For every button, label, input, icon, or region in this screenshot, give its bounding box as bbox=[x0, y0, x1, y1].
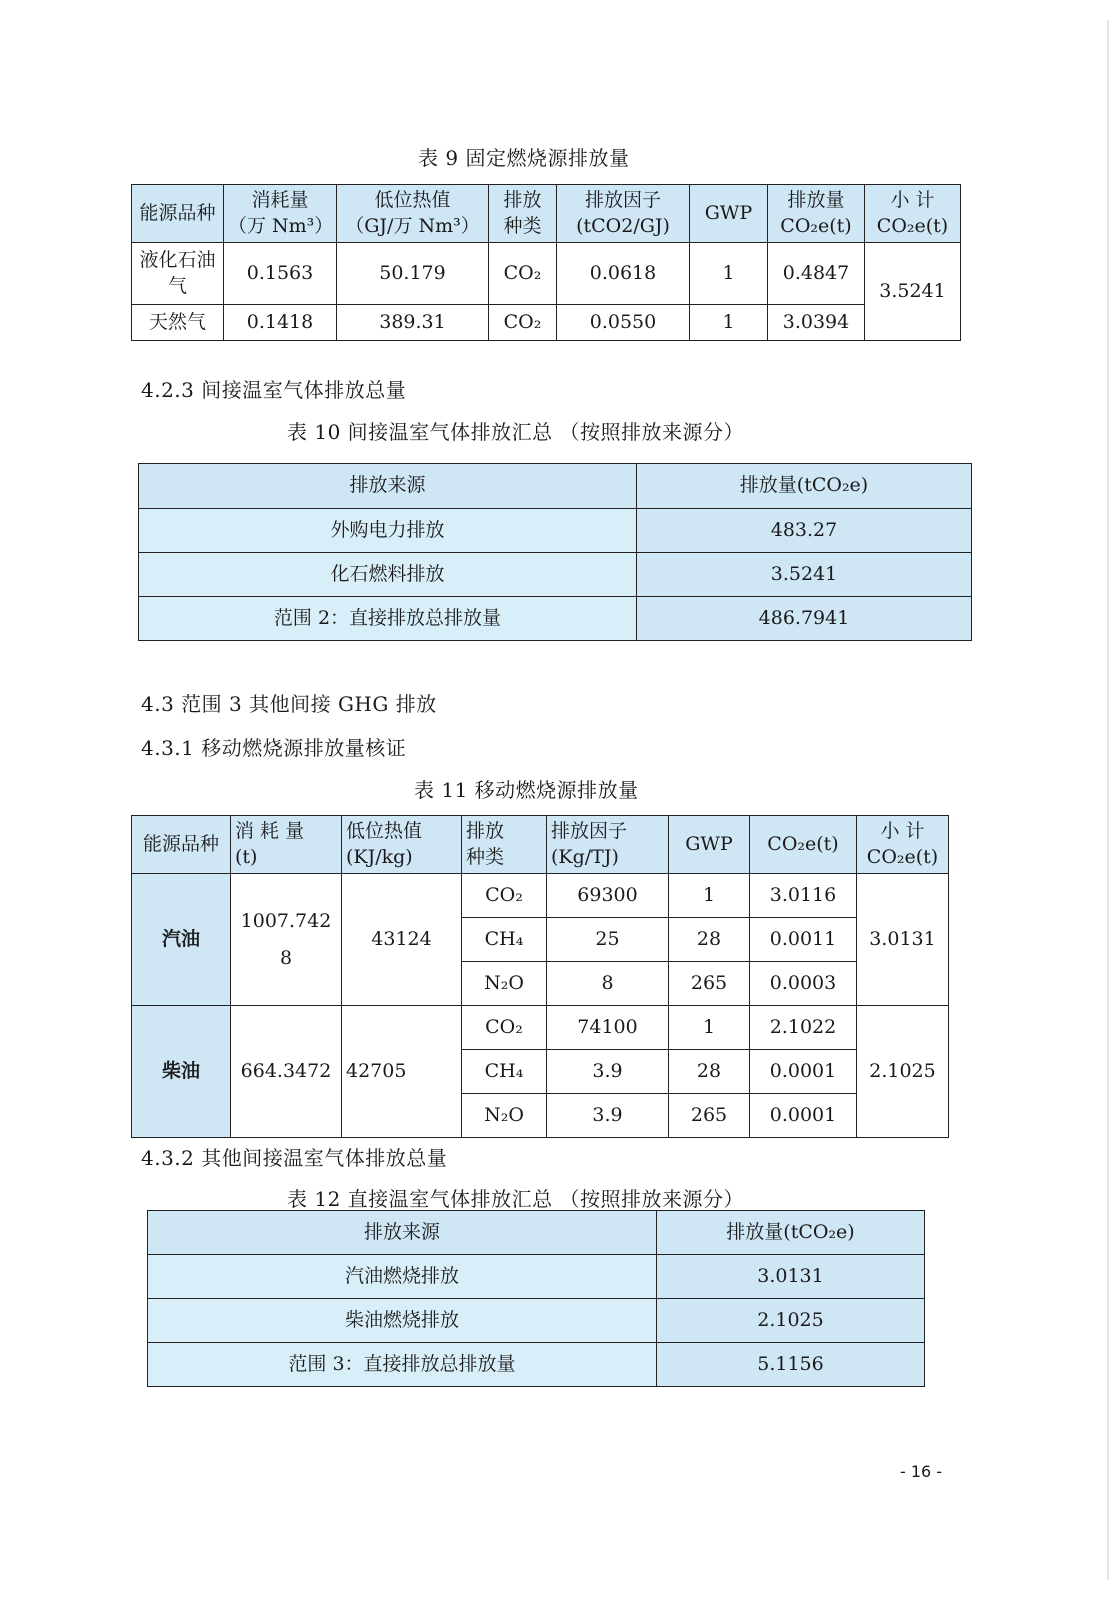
table12-header-amount: 排放量(tCO₂e) bbox=[657, 1211, 925, 1255]
table12-amount: 3.0131 bbox=[657, 1255, 925, 1299]
table11-header-co2e: CO₂e(t) bbox=[750, 816, 857, 874]
table9-header-gas: 排放 种类 bbox=[489, 185, 557, 243]
table10-header-row bbox=[139, 464, 972, 509]
table11-header-factor: 排放因子 (Kg/TJ) bbox=[547, 816, 669, 874]
table10-header-amount: 排放量(tCO₂e) bbox=[637, 464, 972, 509]
table9-gas: CO₂ bbox=[489, 305, 557, 341]
table10-caption: 表 10 间接温室气体排放汇总 （按照排放来源分） bbox=[287, 420, 745, 444]
table9-consumption: 0.1418 bbox=[224, 305, 337, 341]
table11-co2e: 2.1022 bbox=[750, 1006, 857, 1050]
table9-factor: 0.0550 bbox=[557, 305, 690, 341]
table9-header-row bbox=[132, 185, 961, 243]
page-number: - 16 - bbox=[900, 1462, 943, 1481]
table11-factor: 3.9 bbox=[547, 1050, 669, 1094]
table10-amount: 483.27 bbox=[637, 509, 972, 553]
table12-caption: 表 12 直接温室气体排放汇总 （按照排放来源分） bbox=[287, 1187, 745, 1211]
table11-factor: 74100 bbox=[547, 1006, 669, 1050]
table11-header-row bbox=[132, 816, 949, 874]
table-row bbox=[132, 243, 961, 305]
table9-header-consumption: 消耗量 （万 Nm³） bbox=[224, 185, 337, 243]
table12-header-row bbox=[148, 1211, 925, 1255]
table11-co2e: 3.0116 bbox=[750, 874, 857, 918]
table11-header-gwp: GWP bbox=[669, 816, 750, 874]
table-row bbox=[148, 1343, 925, 1387]
table11-heat-value: 43124 bbox=[342, 874, 462, 1006]
table11-consumption: 664.3472 bbox=[231, 1006, 342, 1138]
table-row bbox=[132, 305, 961, 341]
table9-consumption: 0.1563 bbox=[224, 243, 337, 305]
table11-header-gas: 排放 种类 bbox=[462, 816, 547, 874]
table11-co2e: 0.0001 bbox=[750, 1094, 857, 1138]
table11-heat-value: 42705 bbox=[342, 1006, 462, 1138]
table9-heat-value: 50.179 bbox=[337, 243, 489, 305]
table11-factor: 25 bbox=[547, 918, 669, 962]
table12-amount: 2.1025 bbox=[657, 1299, 925, 1343]
section-heading-4-3-2: 4.3.2 其他间接温室气体排放总量 bbox=[141, 1146, 448, 1170]
table10 bbox=[138, 463, 972, 641]
table10-amount: 3.5241 bbox=[637, 553, 972, 597]
page-edge bbox=[1107, 20, 1109, 1580]
table11-subtotal: 2.1025 bbox=[857, 1006, 949, 1138]
table11-header-fuel: 能源品种 bbox=[132, 816, 231, 874]
table11-gas: CO₂ bbox=[462, 874, 547, 918]
table-row bbox=[132, 874, 949, 918]
table10-source: 范围 2：直接排放总排放量 bbox=[139, 597, 637, 641]
table11-gwp: 28 bbox=[669, 918, 750, 962]
table9-emission: 0.4847 bbox=[768, 243, 865, 305]
table11-gwp: 265 bbox=[669, 962, 750, 1006]
table9-fuel-lpg: 液化石油气 bbox=[132, 243, 224, 305]
table9-header-gwp: GWP bbox=[690, 185, 768, 243]
table9-header-factor: 排放因子 (tCO2/GJ) bbox=[557, 185, 690, 243]
table-row bbox=[148, 1299, 925, 1343]
section-heading-4-2-3: 4.2.3 间接温室气体排放总量 bbox=[141, 378, 407, 402]
table11-consumption: 1007.742 8 bbox=[231, 874, 342, 1006]
table11-fuel-gasoline: 汽油 bbox=[132, 874, 231, 1006]
table9-header-fuel: 能源品种 bbox=[132, 185, 224, 243]
table9-emission: 3.0394 bbox=[768, 305, 865, 341]
table11-gwp: 1 bbox=[669, 874, 750, 918]
table-row bbox=[132, 1006, 949, 1050]
table9-subtotal: 3.5241 bbox=[865, 243, 961, 341]
table9-factor: 0.0618 bbox=[557, 243, 690, 305]
table9-heat-value: 389.31 bbox=[337, 305, 489, 341]
table9-header-heat-value: 低位热值 （GJ/万 Nm³） bbox=[337, 185, 489, 243]
table11-gas: CH₄ bbox=[462, 1050, 547, 1094]
table9-fuel-natural-gas: 天然气 bbox=[132, 305, 224, 341]
table9-header-subtotal: 小 计 CO₂e(t) bbox=[865, 185, 961, 243]
table11-factor: 69300 bbox=[547, 874, 669, 918]
table12 bbox=[147, 1210, 925, 1387]
table12-amount: 5.1156 bbox=[657, 1343, 925, 1387]
table11-co2e: 0.0011 bbox=[750, 918, 857, 962]
table11-fuel-diesel: 柴油 bbox=[132, 1006, 231, 1138]
table11-co2e: 0.0003 bbox=[750, 962, 857, 1006]
table9-gas: CO₂ bbox=[489, 243, 557, 305]
table11-gwp: 265 bbox=[669, 1094, 750, 1138]
table9-gwp: 1 bbox=[690, 305, 768, 341]
table10-source: 外购电力排放 bbox=[139, 509, 637, 553]
table-row bbox=[139, 597, 972, 641]
table11-gwp: 28 bbox=[669, 1050, 750, 1094]
table9-gwp: 1 bbox=[690, 243, 768, 305]
section-heading-4-3: 4.3 范围 3 其他间接 GHG 排放 bbox=[141, 692, 437, 716]
table11-header-heat-value: 低位热值 (KJ/kg) bbox=[342, 816, 462, 874]
table11-gas: N₂O bbox=[462, 1094, 547, 1138]
table12-source: 范围 3：直接排放总排放量 bbox=[148, 1343, 657, 1387]
table11-gwp: 1 bbox=[669, 1006, 750, 1050]
table10-source: 化石燃料排放 bbox=[139, 553, 637, 597]
table12-source: 柴油燃烧排放 bbox=[148, 1299, 657, 1343]
table-row bbox=[148, 1255, 925, 1299]
table9-header-emission: 排放量 CO₂e(t) bbox=[768, 185, 865, 243]
table11-subtotal: 3.0131 bbox=[857, 874, 949, 1006]
table11-gas: N₂O bbox=[462, 962, 547, 1006]
table11-header-subtotal: 小 计 CO₂e(t) bbox=[857, 816, 949, 874]
table11-factor: 3.9 bbox=[547, 1094, 669, 1138]
table10-header-source: 排放来源 bbox=[139, 464, 637, 509]
table10-amount: 486.7941 bbox=[637, 597, 972, 641]
table11-caption: 表 11 移动燃烧源排放量 bbox=[414, 778, 639, 802]
table-row bbox=[139, 553, 972, 597]
table12-header-source: 排放来源 bbox=[148, 1211, 657, 1255]
table11-factor: 8 bbox=[547, 962, 669, 1006]
table11-gas: CH₄ bbox=[462, 918, 547, 962]
table12-source: 汽油燃烧排放 bbox=[148, 1255, 657, 1299]
table9-caption: 表 9 固定燃烧源排放量 bbox=[418, 146, 630, 170]
table11-gas: CO₂ bbox=[462, 1006, 547, 1050]
table11 bbox=[131, 815, 949, 1138]
table11-co2e: 0.0001 bbox=[750, 1050, 857, 1094]
table-row bbox=[139, 509, 972, 553]
section-heading-4-3-1: 4.3.1 移动燃烧源排放量核证 bbox=[141, 736, 407, 760]
table11-header-consumption: 消 耗 量 (t) bbox=[231, 816, 342, 874]
table9 bbox=[131, 184, 961, 341]
